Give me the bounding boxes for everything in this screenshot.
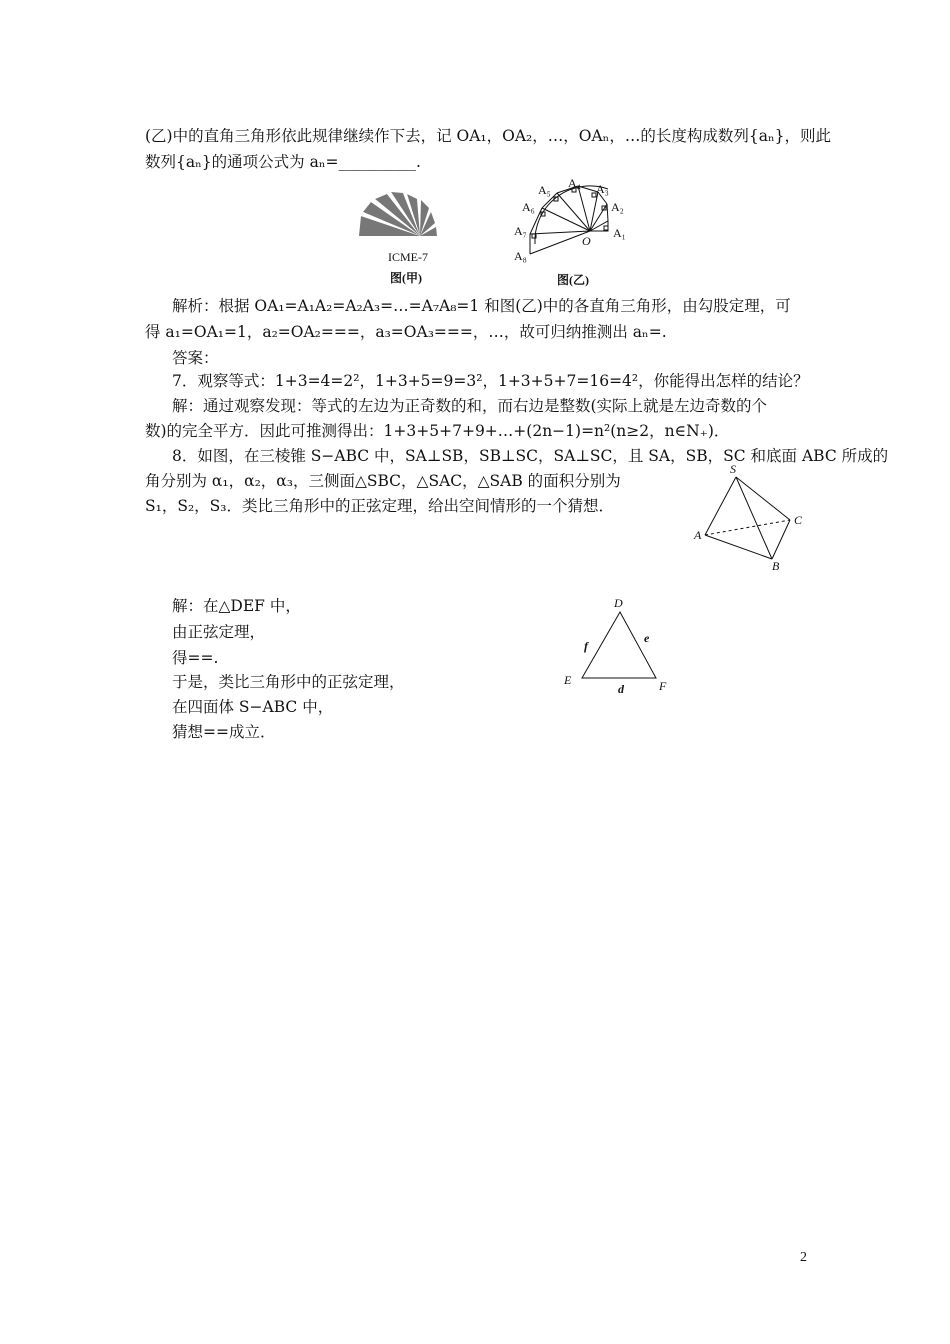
label-A4: A₄: [568, 176, 581, 190]
text-line: 数列{aₙ}的通项公式为 aₙ=__________.: [145, 153, 421, 171]
text-line: 由正弦定理，: [172, 623, 266, 641]
text-line: S₁，S₂，S₃．类比三角形中的正弦定理，给出空间情形的一个猜想．: [145, 497, 614, 515]
triangle-diagram: [560, 596, 675, 696]
label-A5: A₅: [538, 183, 551, 197]
label-A: A: [694, 528, 702, 542]
figure-jia: [355, 190, 455, 285]
figure-triangle-def: [560, 596, 675, 696]
label-A3: A₃: [596, 182, 609, 196]
text-line: 角分别为 α₁，α₂，α₃，三侧面△SBC，△SAC，△SAB 的面积分别为: [145, 472, 621, 490]
text-line: 于是，类比三角形中的正弦定理，: [172, 673, 405, 691]
text-line: (乙)中的直角三角形依此规律继续作下去，记 OA₁，OA₂，…，OAₙ，…的长度构成数列{aₙ}，则此: [145, 127, 832, 145]
label-C: C: [794, 513, 803, 527]
text-line: 8．如图，在三棱锥 S−ABC 中，SA⊥SB，SB⊥SC，SA⊥SC，且 SA，SB，SC 和底面 ABC 所成的: [172, 447, 889, 465]
figure-tetrahedron: [690, 462, 810, 574]
label-D: D: [614, 596, 623, 610]
label-A8: A₈: [514, 249, 527, 263]
page-number: 2: [800, 1250, 807, 1265]
text-line: 得 a₁=OA₁=1，a₂=OA₂===，a₃=OA₃===，…，故可归纳推测出 aₙ=.: [145, 323, 667, 341]
label-F: F: [659, 679, 667, 693]
label-A7: A₇: [514, 224, 527, 238]
label-E: E: [564, 673, 572, 687]
text-line: 猜想==成立．: [172, 723, 276, 741]
text-line: 解：通过观察发现：等式的左边为正奇数的和，而右边是整数(实际上就是左边奇数的个: [172, 397, 768, 415]
text-line: 7．观察等式：1+3=4=2²，1+3+5=9=3²，1+3+5+7=16=4²，你能得出怎样的结论？: [172, 372, 809, 390]
label-f: f: [584, 639, 588, 653]
text-line: 答案：: [172, 349, 219, 367]
figure-caption: 图(甲): [390, 271, 422, 285]
label-A2: A₂: [611, 200, 624, 214]
label-d: d: [618, 682, 624, 696]
tetrahedron-diagram: [690, 462, 810, 574]
text-line: 解析：根据 OA₁=A₁A₂=A₂A₃=…=A₇A₈=1 和图(乙)中的各直角三角形，由勾股定理，可: [172, 297, 791, 315]
text-line: 数)的完全平方．因此可推测得出：1+3+5+7+9+…+(2n−1)=n²(n≥2，n∈N₊)．: [145, 422, 730, 440]
text-line: 解：在△DEF 中，: [172, 597, 301, 615]
logo-text: ICME-7: [388, 250, 428, 264]
label-O: O: [582, 234, 591, 248]
figure-yi: [510, 176, 635, 286]
label-A1: A₁: [613, 226, 626, 240]
label-S: S: [730, 462, 736, 476]
text-line: 在四面体 S−ABC 中，: [172, 698, 334, 716]
text-line: 得==.: [172, 649, 219, 667]
label-e: e: [644, 631, 650, 645]
label-A6: A₆: [522, 200, 535, 214]
figure-caption: 图(乙): [557, 273, 589, 287]
label-B: B: [772, 559, 780, 573]
